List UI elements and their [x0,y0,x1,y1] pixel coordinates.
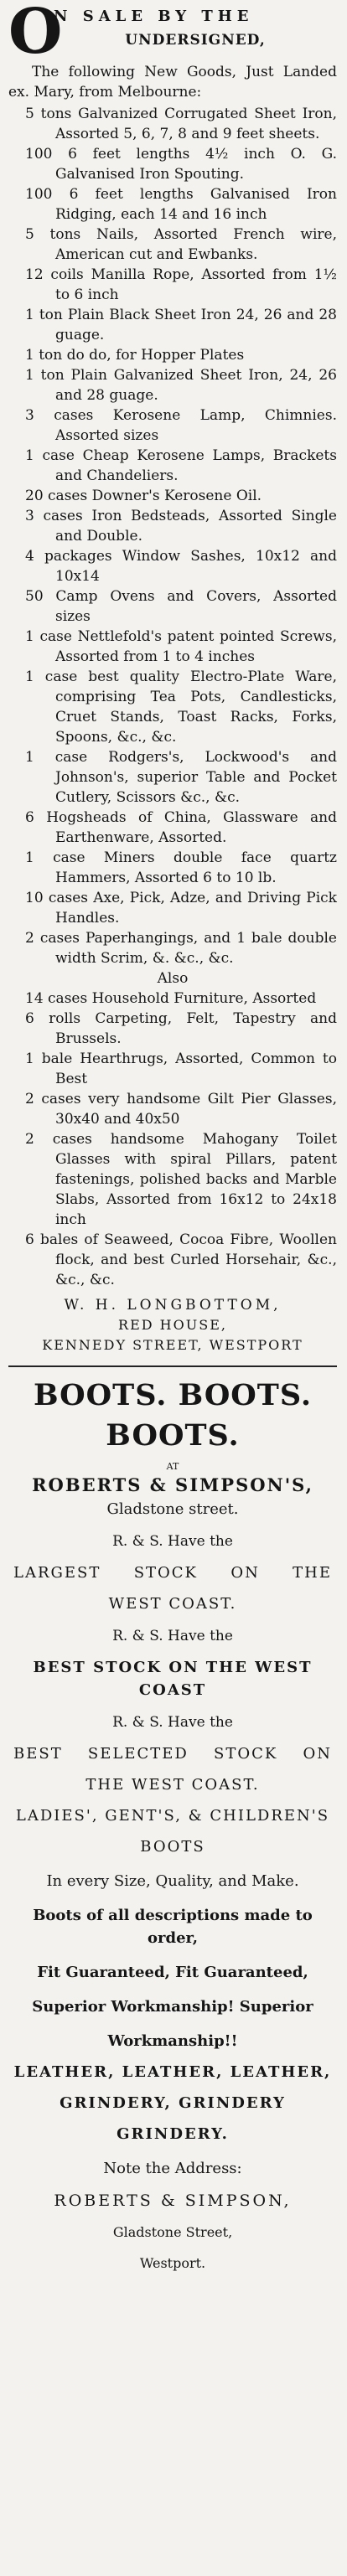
merchant-signature [8,1295,337,1355]
boots-advertisement [8,1376,337,2274]
sale-advertisement [8,0,337,1355]
address-town: Westport. [139,2255,206,2271]
goods-item: 1 ton Plain Black Sheet Iron 24, 26 and 28 guage. [25,307,337,343]
goods-item: 1 ton do do, for Hopper Plates [25,347,245,364]
goods-item: 1 case Cheap Kerosene Lamps, Brackets and Chandeliers. [25,447,337,484]
boots-title: BOOTS. BOOTS. BOOTS. [33,1378,313,1453]
stock-word-2: STOCK [213,1745,278,1763]
goods-item: 12 coils Manilla Rope, Assorted from 1½ to 6 inch [25,266,337,303]
goods-item: 1 bale Hearthrugs, Assorted, Common to Best [25,1051,337,1087]
goods-item: 1 case Miners double face quartz Hammers, Assorted 6 to 10 lb. [25,849,337,886]
goods-item: 20 cases Downer's Kerosene Oil. [25,488,262,504]
workmanship-line: Workmanship!! [107,2032,238,2050]
goods-item: 100 6 feet lengths Galvanised Iron Ridging, each 14 and 16 inch [25,186,337,223]
rs-have-3: R. & S. Have the [112,1714,233,1731]
merchant-address: KENNEDY STREET, WESTPORT [42,1337,303,1353]
goods-item: 6 Hogsheads of China, Glassware and Earthenware, Assorted. [25,809,337,846]
ladies-gents-children-line: LADIES', GENT'S, & CHILDREN'S [15,1807,330,1825]
column-divider [8,1365,337,1367]
goods-item: 6 bales of Seaweed, Cocoa Fibre, Woollen flock, and best Curled Horsehair, &c., &c., &c. [25,1231,337,1288]
intro-text: The following New Goods, Just Landed ex. Mary, from Melbourne: [8,64,337,101]
best-word: BEST [13,1745,63,1763]
goods-item: 3 cases Kerosene Lamp, Chimnies. Assorted sizes [25,407,337,444]
rs-have-2: R. & S. Have the [112,1628,233,1644]
goods-item: 50 Camp Ovens and Covers, Assorted sizes [25,588,337,625]
goods-list [8,104,337,968]
goods-item: 1 ton Plain Galvanized Sheet Iron, 24, 26 and 28 guage. [25,367,337,404]
the-west-coast-line: THE WEST COAST. [85,1776,260,1794]
goods-item: 4 packages Window Sashes, 10x12 and 10x14 [25,548,337,585]
best-stock-line: BEST STOCK ON THE WEST COAST [33,1659,313,1699]
goods-item: 3 cases Iron Bedsteads, Assorted Single and Double. [25,508,337,545]
superior-workmanship-line: Superior Workmanship! Superior [32,1998,313,2016]
best-selected-line [8,1742,337,1765]
west-coast-line: WEST COAST. [108,1595,237,1613]
every-size-line: In every Size, Quality, and Make. [46,1872,299,1890]
merchant-premises: RED HOUSE, [118,1317,227,1333]
grindery-end-line: GRINDERY. [117,2125,229,2143]
firm-street: Gladstone street. [106,1500,239,1518]
largest-stock-line [8,1562,337,1584]
goods-item: 2 cases handsome Mahogany Toilet Glasses with spiral Pillars, patent fastenings, polished backs and Marble Slabs, Assorted from 16x12 to 24x18 inch [25,1131,337,1228]
largest-word: LARGEST [13,1564,101,1582]
boots-all-descriptions-line: Boots of all descriptions made to order, [33,1907,313,1947]
goods-item: 10 cases Axe, Pick, Adze, and Driving Pick Handles. [25,890,337,927]
goods-item: 2 cases very handsome Gilt Pier Glasses, 30x40 and 40x50 [25,1091,337,1128]
address-firm-name: ROBERTS & SIMPSON, [54,2191,292,2210]
firm-name: ROBERTS & SIMPSON'S, [32,1474,313,1495]
fit-guaranteed-line: Fit Guaranteed, Fit Guaranteed, [37,1964,308,1981]
boots-word: BOOTS [140,1838,205,1856]
header-line-2: UNDERSIGNED, [125,32,266,49]
goods-item: 2 cases Paperhangings, and 1 bale double width Scrim, &. &c., &c. [25,930,337,967]
at-label: AT [166,1461,179,1472]
goods-item: 14 cases Household Furniture, Assorted [25,990,317,1007]
stock-word: STOCK [133,1564,199,1582]
goods-item: 1 case Rodgers's, Lockwood's and Johnson's, superior Table and Pocket Cutlery, Scissors &c., &c. [25,749,337,806]
note-address-line: Note the Address: [103,2160,242,2177]
goods-item: 100 6 feet lengths 4½ inch O. G. Galvanised Iron Spouting. [25,146,337,183]
rs-have-1: R. & S. Have the [112,1533,233,1550]
goods-item: 5 tons Nails, Assorted French wire, American cut and Ewbanks. [25,226,337,263]
selected-word: SELECTED [87,1745,189,1763]
goods-item: 5 tons Galvanized Corrugated Sheet Iron, Assorted 5, 6, 7, 8 and 9 feet sheets. [25,106,337,142]
address-street: Gladstone Street, [112,2224,233,2240]
on-word-2: ON [303,1745,332,1763]
on-word: ON [230,1564,260,1582]
leather-line: LEATHER, LEATHER, LEATHER, [13,2063,332,2081]
goods-item: 6 rolls Carpeting, Felt, Tapestry and Brussels. [25,1010,337,1047]
goods-item: 1 case Nettlefold's patent pointed Screws, Assorted from 1 to 4 inches [25,628,337,665]
goods-item: 1 case best quality Electro-Plate Ware, comprising Tea Pots, Candlesticks, Cruet Stands, Toast Racks, Forks, Spoons, &c., &c. [25,669,337,746]
the-word: THE [293,1564,332,1582]
ad-header [8,0,337,68]
goods-list-additional [8,989,337,1290]
merchant-name: W. H. LONGBOTTOM, [64,1297,282,1314]
header-line-1: N SALE BY THE [54,8,254,25]
header-text [54,7,337,50]
also-heading: Also [157,970,189,987]
grindery-line: GRINDERY, GRINDERY [60,2094,286,2112]
drop-cap: O [8,0,63,68]
